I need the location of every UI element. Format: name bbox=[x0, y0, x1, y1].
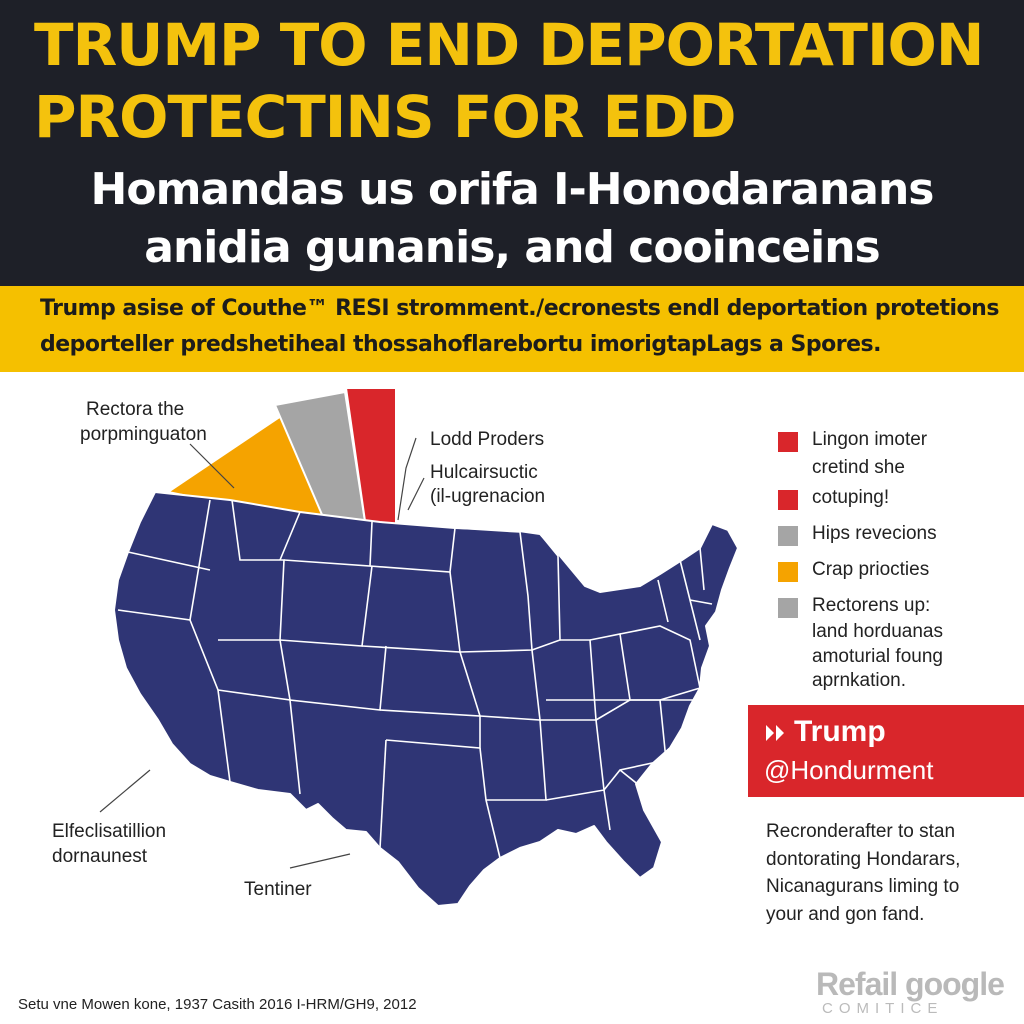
legend bbox=[778, 428, 1018, 694]
callout-top-left-line-1: Rectora the bbox=[86, 399, 185, 420]
legend-swatch-red bbox=[778, 432, 798, 452]
us-map-shape bbox=[114, 492, 738, 906]
callout-bottom-left-line-2: dornaunest bbox=[52, 845, 148, 867]
summary-banner bbox=[0, 286, 1024, 372]
legend-label: Crap priocties bbox=[812, 559, 930, 580]
callout-top-left bbox=[80, 398, 207, 447]
card-title bbox=[764, 715, 886, 749]
header bbox=[0, 0, 1024, 286]
legend-swatch-red bbox=[778, 490, 798, 510]
legend-item-3 bbox=[778, 486, 1018, 522]
legend-label: Hips revecions bbox=[812, 523, 937, 544]
legend-item-6 bbox=[778, 594, 1018, 620]
legend-continuation-2: amoturial foung bbox=[812, 645, 943, 667]
side-note bbox=[766, 818, 960, 928]
legend-label: cretind she bbox=[812, 457, 905, 478]
callout-top-mid-line-1: Lodd Proders bbox=[430, 429, 545, 450]
trump-card bbox=[748, 705, 1024, 797]
headline-line-1: TRUMP TO END DEPORTATION bbox=[34, 11, 984, 79]
source-footer: Setu vne Mowen kone, 1937 Casith 2016 I-HRM/GH9, 2012 bbox=[18, 996, 417, 1013]
brand-logo-text: Refail google bbox=[816, 966, 1004, 1002]
callout-top-mid-line-2: Hulcairsuctic bbox=[430, 461, 538, 483]
legend-continuation-1: land horduanas bbox=[812, 621, 943, 642]
legend-item-4 bbox=[778, 522, 1018, 558]
legend-swatch-gray bbox=[778, 598, 798, 618]
note-line-3: Nicanagurans liming to bbox=[766, 876, 960, 898]
card-handle: @Hondurment bbox=[764, 755, 934, 785]
callout-top-left-line-2: porpminguaton bbox=[80, 423, 207, 445]
legend-label: cotuping! bbox=[812, 487, 890, 508]
subheadline-line-2: anidia gunanis, and cooinceins bbox=[144, 222, 880, 273]
legend-swatch-gray bbox=[778, 526, 798, 546]
note-line-1: Recronderafter to stan bbox=[766, 821, 956, 842]
legend-continuation-3: aprnkation. bbox=[812, 670, 907, 692]
legend-label: Rectorens up: bbox=[812, 595, 931, 616]
legend-label: Lingon imoter bbox=[812, 429, 928, 450]
banner-line-1: Trump asise of Couthe™ RESI stromment./ecronests endl deportation protetions bbox=[40, 296, 999, 321]
note-line-2: dontorating Hondarars, bbox=[766, 848, 961, 870]
legend-item-2 bbox=[778, 456, 1018, 486]
legend-swatch-orange bbox=[778, 562, 798, 582]
banner-line-2: deporteller predshetiheal thossahoflarebortu imorigtapLags a Spores. bbox=[40, 332, 881, 357]
callout-bottom-left-line-1: Elfeclisatillion bbox=[52, 821, 167, 842]
callout-top-mid bbox=[430, 428, 545, 510]
callout-bottom-mid: Tentiner bbox=[244, 879, 312, 900]
flag-icon bbox=[764, 723, 786, 743]
brand-subtext: COMITICE bbox=[822, 1000, 944, 1017]
callout-top-mid-line-3: (il-ugrenacion bbox=[430, 486, 546, 508]
card-title-text: Trump bbox=[794, 715, 886, 748]
subheadline-line-1: Homandas us orifa I-Honodaranans bbox=[90, 164, 934, 215]
note-line-4: your and gon fand. bbox=[766, 903, 925, 925]
headline-line-2: PROTECTINS FOR EDD bbox=[34, 83, 736, 151]
callout-bottom-left bbox=[52, 820, 166, 869]
legend-item-5 bbox=[778, 558, 1018, 594]
